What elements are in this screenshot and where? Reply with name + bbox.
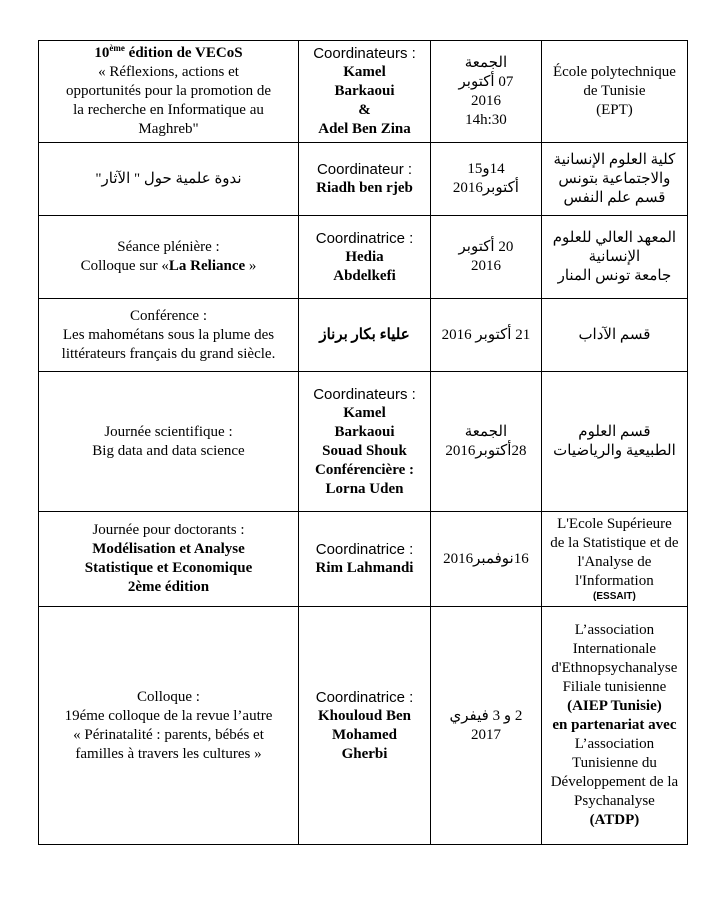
event-cell <box>39 216 299 299</box>
event-line: la recherche en Informatique au <box>73 102 264 118</box>
date-line: 2016 <box>470 258 501 274</box>
coordinator-role: Coordinateur : <box>316 161 413 178</box>
institution-line: Filiale tunisienne <box>562 679 667 695</box>
date-cell <box>431 216 542 299</box>
date-line: 14و15 <box>467 161 505 177</box>
event-line: 19éme colloque de la revue l’autre <box>64 707 273 724</box>
institution-line: (ATDP) <box>589 812 640 828</box>
institution-line: L’association <box>574 736 655 752</box>
institution-line: قسم علم النفس <box>563 189 666 206</box>
event-intro: Journée pour doctorants : <box>92 522 245 538</box>
coordinator-name: Souad Shouk <box>322 442 407 459</box>
coordinator-name: Abdelkefi <box>333 267 396 284</box>
table-row <box>39 41 688 143</box>
institution-line: de la Statistique et de <box>550 535 679 551</box>
coordinator-name: Kamel <box>343 64 386 80</box>
date-line: الجمعة <box>464 423 508 440</box>
speaker-name: Lorna Uden <box>325 480 404 497</box>
coordinator-name: علياء بكار برناز <box>319 326 410 343</box>
event-line: ندوة علمية حول " الآثار" <box>95 170 242 187</box>
coordinator-name: Hedia <box>345 248 384 265</box>
event-line: Big data and data science <box>92 442 245 459</box>
institution-line: L’association <box>574 622 655 638</box>
date-line: 2016 <box>470 92 501 109</box>
institution-cell <box>541 41 687 143</box>
institution-line: جامعة تونس المنار <box>557 267 672 284</box>
coordinator-cell <box>299 372 431 512</box>
event-cell <box>39 372 299 512</box>
table-row <box>39 372 688 512</box>
coordinator-name: Rim Lahmandi <box>315 560 414 576</box>
coordinator-cell <box>299 41 431 143</box>
coordinator-name: Gherbi <box>341 745 388 762</box>
date-cell <box>431 372 542 512</box>
coordinator-cell <box>299 607 431 845</box>
date-cell <box>431 607 542 845</box>
coordinator-role: Coordinateurs : <box>313 45 416 62</box>
event-cell <box>39 512 299 607</box>
date-line: أكتوبر2016 <box>452 180 519 196</box>
date-cell <box>431 512 542 607</box>
table-row <box>39 299 688 372</box>
event-line: Conférence : <box>129 307 208 324</box>
table-row <box>39 512 688 607</box>
date-cell <box>431 41 542 143</box>
institution-line: d'Ethnopsychanalyse <box>551 660 678 676</box>
table-row <box>39 143 688 216</box>
institution-line: École polytechnique <box>552 64 676 80</box>
institution-line: Internationale <box>572 641 657 657</box>
coordinator-name: Kamel <box>343 404 386 421</box>
date-line: 20 أكتوبر <box>458 239 514 255</box>
event-cell <box>39 41 299 143</box>
institution-line: Tunisienne du <box>571 755 657 771</box>
institution-line: l'Analyse de <box>577 554 652 570</box>
event-line: Statistique et Economique <box>84 560 253 576</box>
event-title: édition de VECoS <box>124 45 243 61</box>
speaker-role: Conférencière : <box>315 461 414 478</box>
event-highlight: La Reliance <box>168 258 246 274</box>
institution-line: L'Ecole Supérieure <box>557 516 672 532</box>
event-line: Journée scientifique : <box>104 423 233 440</box>
coordinator-cell <box>299 143 431 216</box>
institution-line: de Tunisie <box>583 83 646 99</box>
event-line: familles à travers les cultures » <box>75 745 262 762</box>
institution-line: l'Information <box>575 573 654 589</box>
event-line: Colloque : <box>137 688 200 705</box>
coordinator-role: Coordinatrice : <box>315 541 414 558</box>
date-line: 21 أكتوبر 2016 <box>441 326 531 343</box>
date-cell <box>431 299 542 372</box>
institution-line: Psychanalyse <box>574 793 655 809</box>
institution-line: المعهد العالي للعلوم <box>552 229 677 246</box>
date-line: 28أكتوبر2016 <box>445 442 527 459</box>
coordinator-name: Khouloud Ben <box>318 707 411 724</box>
institution-cell <box>541 607 687 845</box>
date-line: 16نوفمبر2016 <box>443 550 529 567</box>
table-row <box>39 216 688 299</box>
institution-cell <box>541 299 687 372</box>
coordinator-name: Mohamed <box>332 726 397 743</box>
institution-line: Développement de la <box>550 774 679 790</box>
coordinator-name: Barkaoui <box>334 83 395 99</box>
institution-line: قسم الآداب <box>578 326 651 343</box>
date-line: 14h:30 <box>465 111 507 128</box>
institution-cell <box>541 372 687 512</box>
institution-line: والاجتماعية بتونس <box>558 170 671 187</box>
event-line: Modélisation et Analyse <box>92 541 245 557</box>
institution-line: كلية العلوم الإنسانية <box>553 151 676 168</box>
table-row <box>39 607 688 845</box>
date-line: 07 أكتوبر <box>458 73 514 90</box>
edition-number: 10 <box>94 45 110 61</box>
institution-line: en partenariat avec <box>552 717 677 733</box>
event-cell <box>39 299 299 372</box>
date-line: 2017 <box>470 726 501 743</box>
coordinator-cell <box>299 299 431 372</box>
event-text: » <box>245 258 257 274</box>
date-line: الجمعة <box>464 54 508 71</box>
coordinator-cell <box>299 512 431 607</box>
coordinator-name: Riadh ben rjeb <box>316 180 413 196</box>
coordinator-role: Coordinateurs : <box>313 385 416 403</box>
institution-line: (EPT) <box>596 102 633 118</box>
institution-cell <box>541 512 687 607</box>
edition-suffix: ème <box>109 43 125 53</box>
coordinator-name: Adel Ben Zina <box>318 121 411 137</box>
event-cell <box>39 143 299 216</box>
date-line: 2 و 3 فيفري <box>449 707 523 724</box>
event-line: Séance plénière : <box>117 239 220 255</box>
institution-line: الإنسانية <box>588 248 641 265</box>
event-line: 2ème édition <box>127 579 210 595</box>
date-cell <box>431 143 542 216</box>
institution-line: (AIEP Tunisie) <box>567 698 662 714</box>
institution-cell <box>541 216 687 299</box>
event-cell <box>39 607 299 845</box>
event-line: Les mahométans sous la plume des <box>62 326 275 343</box>
events-table <box>38 40 688 845</box>
coordinator-role: Coordinatrice : <box>315 229 414 247</box>
event-text: Colloque sur « <box>80 258 169 274</box>
institution-cell <box>541 143 687 216</box>
coordinator-name: Barkaoui <box>334 423 395 440</box>
coordinator-role: Coordinatrice : <box>315 688 414 706</box>
institution-line: الطبيعية والرياضيات <box>553 442 676 459</box>
event-line: « Réflexions, actions et <box>98 64 239 80</box>
institution-line: قسم العلوم <box>578 423 651 440</box>
event-line: littérateurs français du grand siècle. <box>61 345 276 362</box>
coordinator-cell <box>299 216 431 299</box>
institution-acronym: (ESSAIT) <box>593 591 636 602</box>
event-line: Maghreb" <box>138 121 199 137</box>
event-line: opportunités pour la promotion de <box>66 83 271 99</box>
event-line: « Périnatalité : parents, bébés et <box>73 726 264 743</box>
coordinator-name: & <box>358 102 371 118</box>
